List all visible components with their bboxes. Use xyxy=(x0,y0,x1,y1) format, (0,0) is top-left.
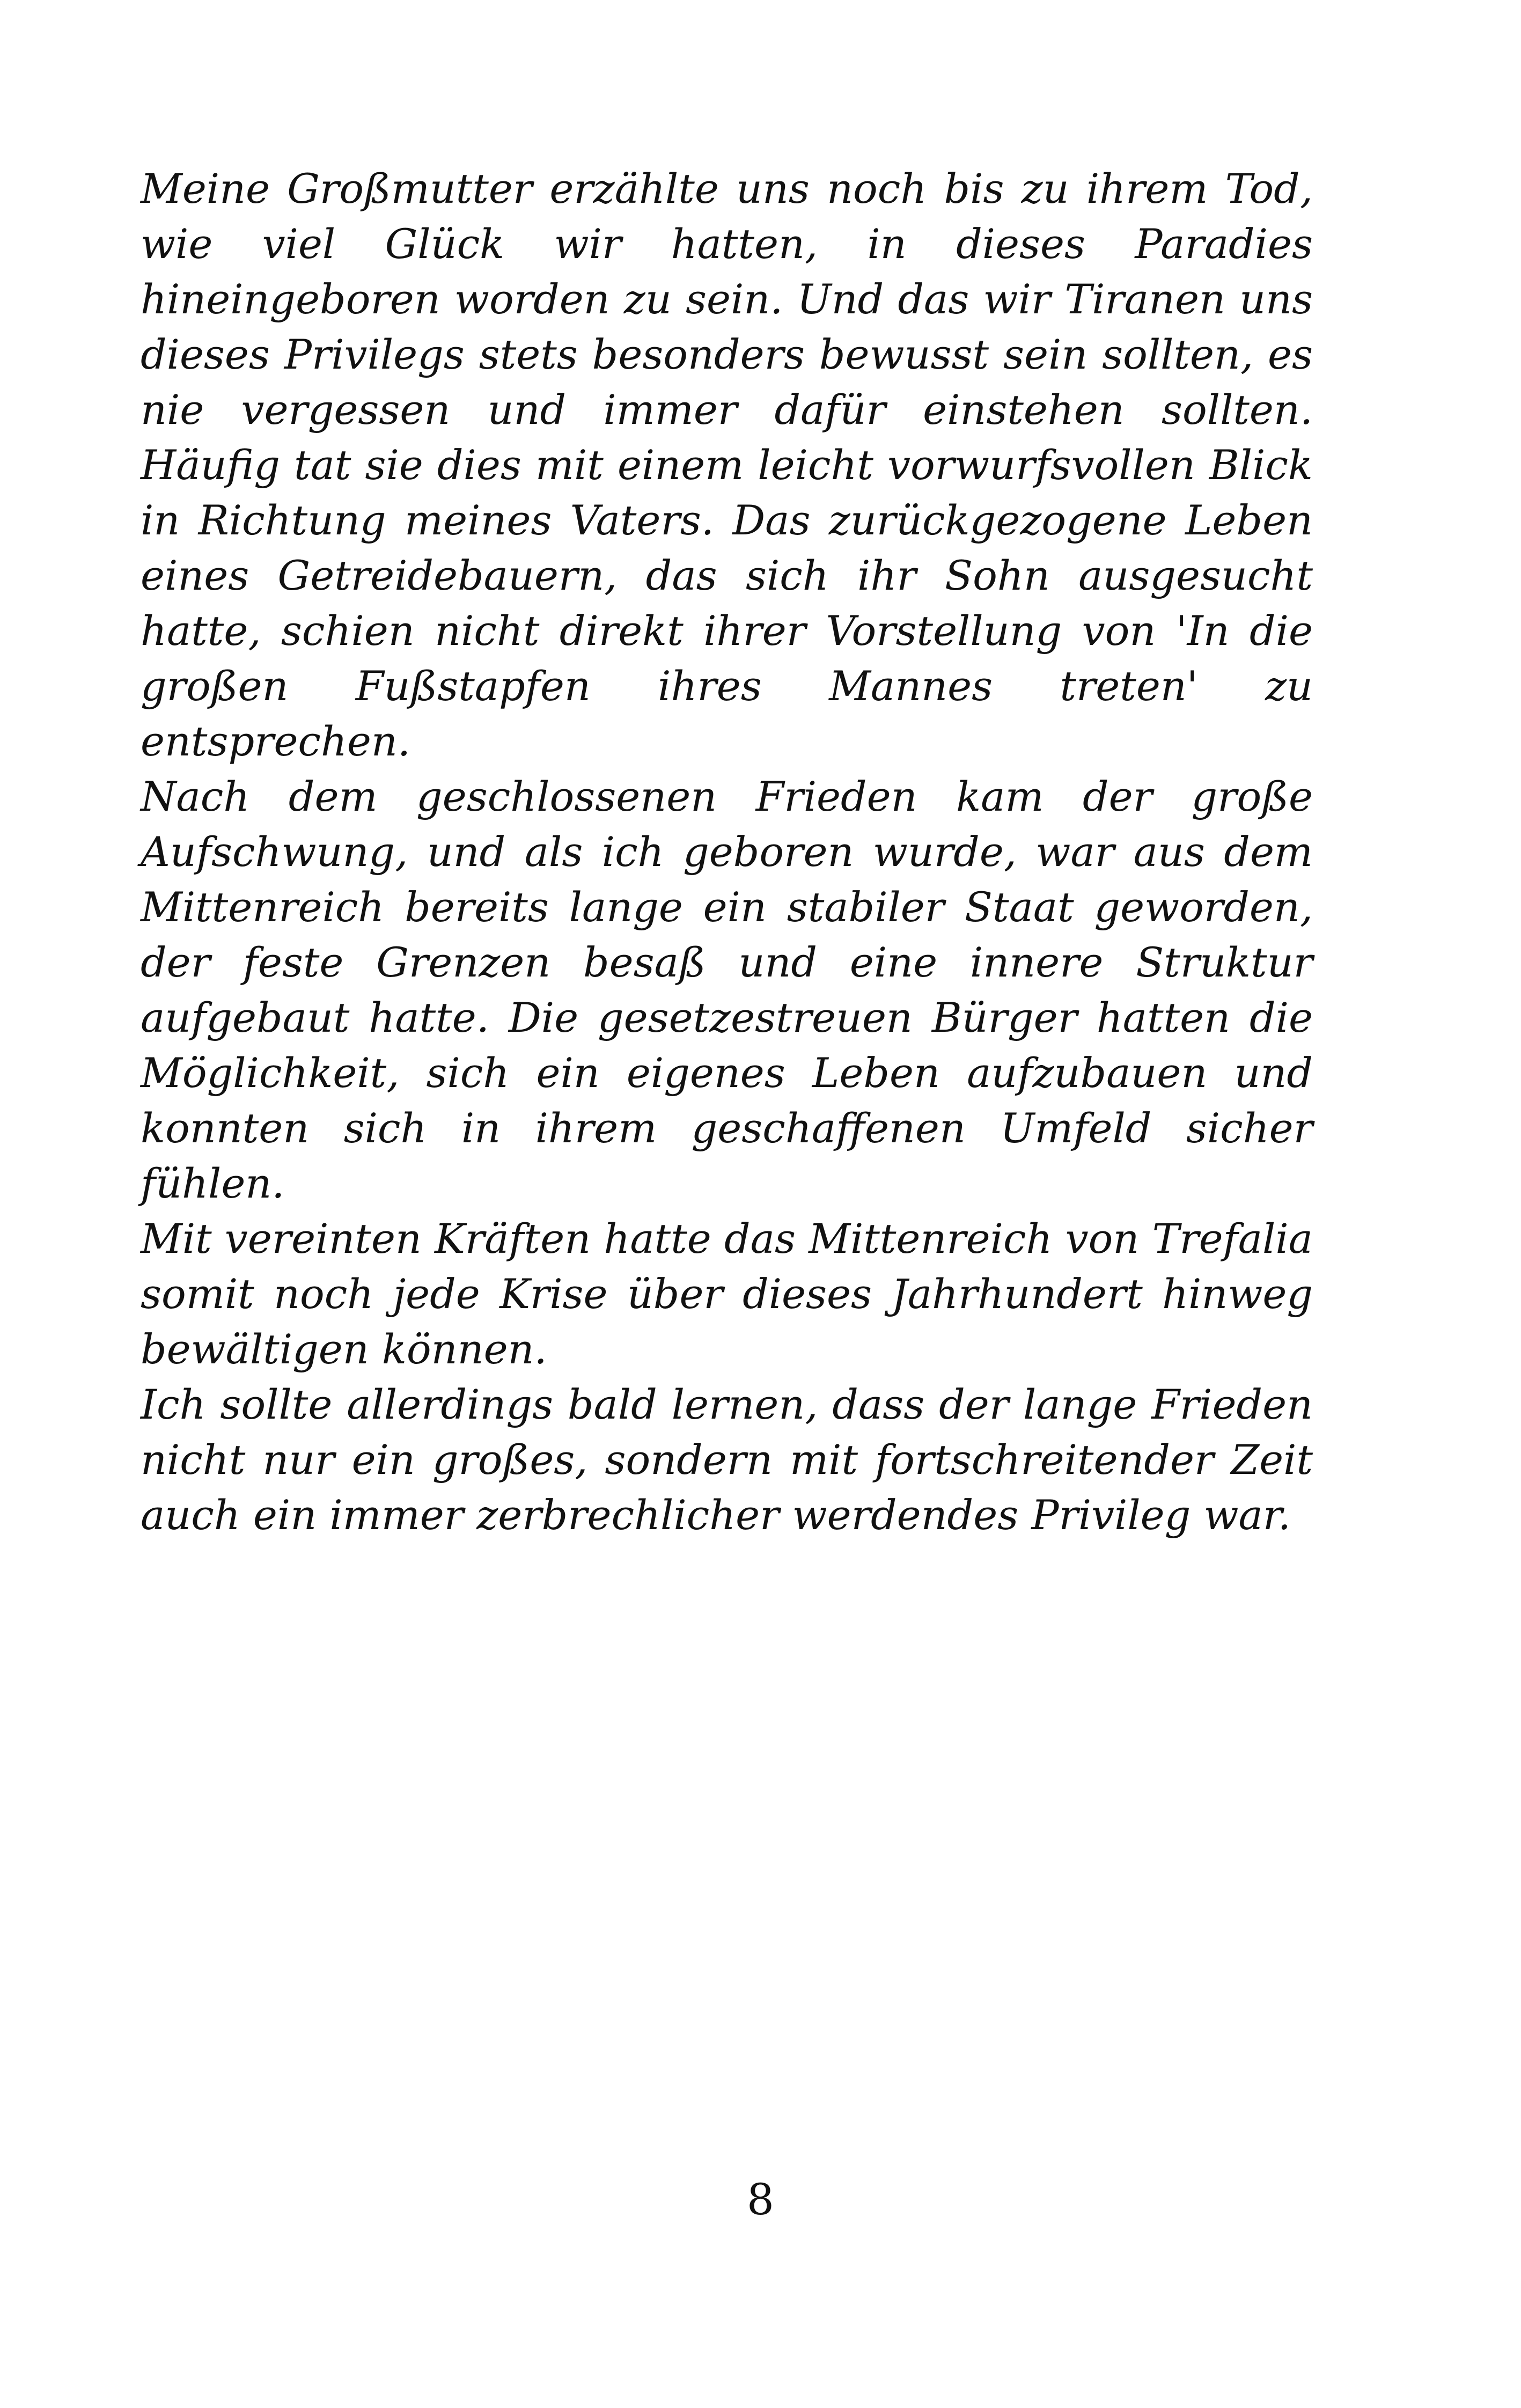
paragraph-2: Nach dem geschlossenen Frieden kam der große Aufschwung, und als ich geboren wurde, war aus dem Mittenreich bereits lange ein stabiler Staat geworden, der feste Grenzen besaß und eine innere Struktur aufgebaut hatte. Die gesetzestreuen Bürger hatten die Möglichkeit, sich ein eigenes Leben aufzubauen und konnten sich in ihrem geschaffenen Umfeld sicher fühlen. xyxy=(141,773,1313,1207)
body-text xyxy=(141,161,1313,1543)
page-number: 8 xyxy=(747,2175,774,2225)
paragraph-4: Ich sollte allerdings bald lernen, dass der lange Frieden nicht nur ein großes, sondern mit fortschreitender Zeit auch ein immer zerbrechlicher werdendes Privileg war. xyxy=(141,1381,1313,1539)
paragraph-3: Mit vereinten Kräften hatte das Mittenreich von Trefalia somit noch jede Krise über dieses Jahrhundert hinweg bewältigen können. xyxy=(141,1215,1313,1373)
paragraph-1: Meine Großmutter erzählte uns noch bis zu ihrem Tod, wie viel Glück wir hatten, in dieses Paradies hineingeboren worden zu sein. Und das wir Tiranen uns dieses Privilegs stets besonders bewusst sein sollten, es nie vergessen und immer dafür einstehen sollten. Häufig tat sie dies mit einem leicht vorwurfsvollen Blick in Richtung meines Vaters. Das zurückgezogene Leben eines Getreidebauern, das sich ihr Sohn ausgesucht hatte, schien nicht direkt ihrer Vorstellung von 'In die großen Fußstapfen ihres Mannes treten' zu entsprechen. xyxy=(141,165,1313,765)
